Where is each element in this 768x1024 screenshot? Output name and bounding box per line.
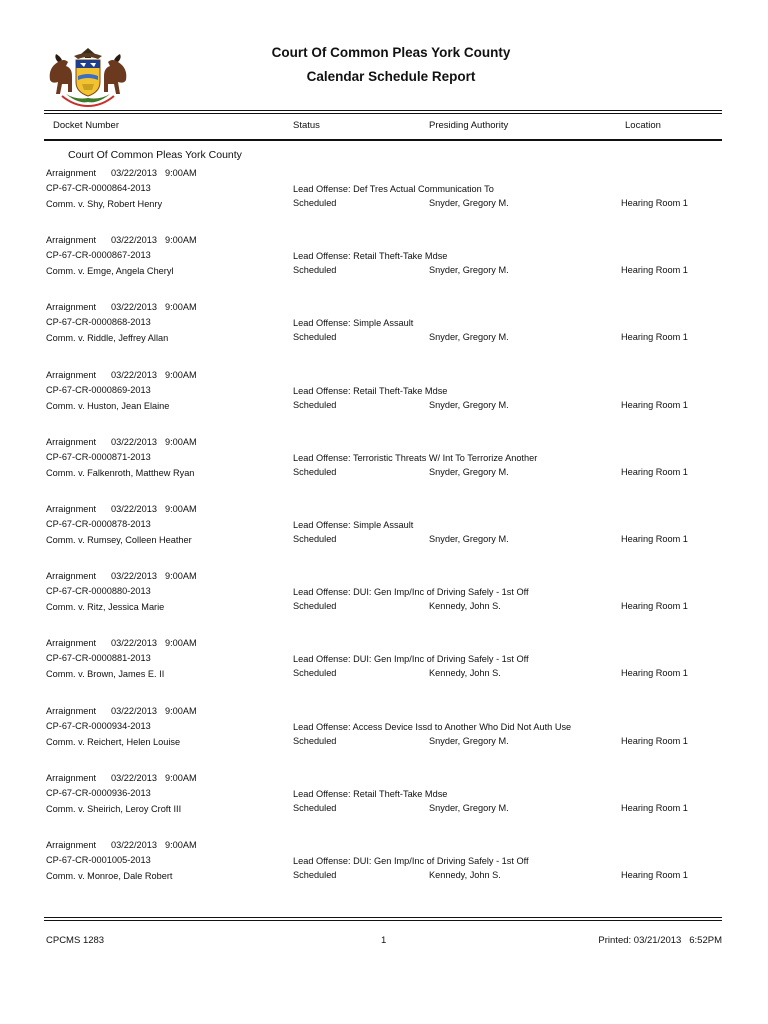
entry-location: Hearing Room 1: [621, 735, 688, 746]
column-header-location: Location: [625, 120, 661, 131]
entry-presiding-authority: Kennedy, John S.: [429, 601, 501, 612]
entry-case-caption: Comm. v. Rumsey, Colleen Heather: [46, 535, 192, 545]
entry-docket-number: CP-67-CR-0000881-2013: [46, 653, 151, 664]
report-subtitle: Calendar Schedule Report: [306, 69, 476, 84]
entry-case-caption: Comm. v. Ritz, Jessica Marie: [46, 602, 165, 613]
entry-case-caption: Comm. v. Falkenroth, Matthew Ryan: [46, 467, 195, 478]
section-title: Court Of Common Pleas York County: [68, 149, 242, 161]
entry-docket-number: CP-67-CR-0000871-2013: [46, 451, 151, 462]
entry-time: 9:00AM: [165, 168, 197, 178]
entry-presiding-authority: Kennedy, John S.: [429, 668, 501, 679]
header-rule-top-second: [44, 113, 722, 114]
column-header-docket-number: Docket Number: [53, 120, 119, 131]
schedule-entry: [0, 571, 768, 627]
entry-event-type: Arraignment: [46, 168, 97, 178]
entry-event-type: Arraignment: [46, 571, 97, 582]
entry-status: Scheduled: [293, 802, 337, 813]
entry-date: 03/22/2013: [111, 302, 157, 313]
entry-lead-offense: Lead Offense: Simple Assault: [293, 520, 414, 530]
entry-location: Hearing Room 1: [621, 668, 688, 679]
entry-presiding-authority: Snyder, Gregory M.: [429, 399, 509, 410]
schedule-entry: [0, 437, 768, 493]
entry-lead-offense: Lead Offense: Simple Assault: [293, 318, 414, 329]
entry-docket-number: CP-67-CR-0001005-2013: [46, 855, 151, 865]
entry-time: 9:00AM: [165, 571, 197, 582]
schedule-entry: [0, 504, 768, 560]
header-rule-top: [44, 110, 722, 111]
footer-rule: [44, 917, 722, 918]
entry-location: Hearing Room 1: [621, 466, 688, 477]
entry-presiding-authority: Snyder, Gregory M.: [429, 466, 509, 477]
entry-case-caption: Comm. v. Brown, James E. II: [46, 669, 165, 680]
entry-docket-number: CP-67-CR-0000868-2013: [46, 317, 151, 328]
entry-time: 9:00AM: [165, 840, 197, 850]
entry-time: 9:00AM: [165, 504, 197, 514]
entry-status: Scheduled: [293, 534, 337, 544]
entry-location: Hearing Room 1: [621, 870, 688, 880]
entry-status: Scheduled: [293, 735, 337, 746]
entry-date: 03/22/2013: [111, 235, 157, 246]
entry-docket-number: CP-67-CR-0000934-2013: [46, 720, 151, 731]
entry-case-caption: Comm. v. Reichert, Helen Louise: [46, 736, 181, 747]
printed-timestamp: Printed: 03/21/2013 6:52PM: [598, 935, 722, 946]
entry-date: 03/22/2013: [111, 436, 157, 447]
entry-status: Scheduled: [293, 466, 337, 477]
entry-presiding-authority: Snyder, Gregory M.: [429, 332, 509, 343]
entry-lead-offense: Lead Offense: Retail Theft-Take Mdse: [293, 788, 448, 799]
entry-time: 9:00AM: [165, 772, 197, 783]
entry-lead-offense: Lead Offense: Retail Theft-Take Mdse: [293, 385, 448, 396]
entry-location: Hearing Room 1: [621, 601, 688, 612]
entry-presiding-authority: Kennedy, John S.: [429, 870, 501, 880]
entry-event-type: Arraignment: [46, 772, 97, 783]
entry-status: Scheduled: [293, 198, 337, 208]
entry-time: 9:00AM: [165, 638, 197, 649]
entry-location: Hearing Room 1: [621, 265, 688, 276]
entry-docket-number: CP-67-CR-0000878-2013: [46, 519, 151, 529]
entry-date: 03/22/2013: [111, 705, 157, 716]
entry-date: 03/22/2013: [111, 504, 157, 514]
column-header-presiding-authority: Presiding Authority: [429, 120, 509, 131]
entry-status: Scheduled: [293, 668, 337, 679]
schedule-entry: [0, 370, 768, 426]
entry-presiding-authority: Snyder, Gregory M.: [429, 735, 509, 746]
footer-rule-second: [44, 920, 722, 921]
entry-location: Hearing Room 1: [621, 198, 688, 208]
entry-lead-offense: Lead Offense: Terroristic Threats W/ Int To Terrorize Another: [293, 452, 538, 463]
report-title: Court Of Common Pleas York County: [271, 45, 511, 60]
schedule-entry: [0, 168, 768, 224]
entry-status: Scheduled: [293, 399, 337, 410]
entry-date: 03/22/2013: [111, 369, 157, 380]
entry-status: Scheduled: [293, 601, 337, 612]
entry-case-caption: Comm. v. Sheirich, Leroy Croft III: [46, 803, 182, 814]
entry-case-caption: Comm. v. Shy, Robert Henry: [46, 199, 163, 209]
entry-event-type: Arraignment: [46, 235, 97, 246]
entry-event-type: Arraignment: [46, 638, 97, 649]
entry-docket-number: CP-67-CR-0000867-2013: [46, 250, 151, 261]
entry-date: 03/22/2013: [111, 840, 157, 850]
schedule-entry: [0, 302, 768, 358]
entry-lead-offense: Lead Offense: Access Device Issd to Another Who Did Not Auth Use: [293, 721, 572, 732]
page-number: 1: [381, 935, 387, 946]
entry-case-caption: Comm. v. Emge, Angela Cheryl: [46, 266, 174, 277]
entry-case-caption: Comm. v. Monroe, Dale Robert: [46, 871, 173, 881]
entry-presiding-authority: Snyder, Gregory M.: [429, 802, 509, 813]
column-header-rule: [44, 139, 722, 141]
entry-date: 03/22/2013: [111, 772, 157, 783]
entry-time: 9:00AM: [165, 302, 197, 313]
entry-date: 03/22/2013: [111, 571, 157, 582]
entry-time: 9:00AM: [165, 369, 197, 380]
entry-time: 9:00AM: [165, 705, 197, 716]
entry-time: 9:00AM: [165, 436, 197, 447]
column-header-status: Status: [293, 120, 320, 131]
entry-date: 03/22/2013: [111, 638, 157, 649]
entry-event-type: Arraignment: [46, 302, 97, 313]
entry-presiding-authority: Snyder, Gregory M.: [429, 198, 509, 208]
entry-docket-number: CP-67-CR-0000936-2013: [46, 787, 151, 798]
entry-lead-offense: Lead Offense: DUI: Gen Imp/Inc of Driving Safely - 1st Off: [293, 856, 529, 866]
entry-time: 9:00AM: [165, 235, 197, 246]
entry-location: Hearing Room 1: [621, 534, 688, 544]
entry-docket-number: CP-67-CR-0000864-2013: [46, 183, 151, 193]
entry-presiding-authority: Snyder, Gregory M.: [429, 534, 509, 544]
entry-event-type: Arraignment: [46, 436, 97, 447]
schedule-entry: [0, 773, 768, 829]
schedule-entry: [0, 840, 768, 896]
schedule-entry: [0, 638, 768, 694]
schedule-entry: [0, 706, 768, 762]
entry-docket-number: CP-67-CR-0000880-2013: [46, 586, 151, 597]
entry-location: Hearing Room 1: [621, 399, 688, 410]
entry-case-caption: Comm. v. Riddle, Jeffrey Allan: [46, 333, 169, 344]
entry-event-type: Arraignment: [46, 369, 97, 380]
entry-status: Scheduled: [293, 332, 337, 343]
entry-event-type: Arraignment: [46, 705, 97, 716]
entry-event-type: Arraignment: [46, 504, 97, 514]
entry-event-type: Arraignment: [46, 840, 97, 850]
entry-lead-offense: Lead Offense: DUI: Gen Imp/Inc of Driving Safely - 1st Off: [293, 587, 529, 598]
entry-case-caption: Comm. v. Huston, Jean Elaine: [46, 400, 170, 411]
entry-docket-number: CP-67-CR-0000869-2013: [46, 384, 151, 395]
entry-lead-offense: Lead Offense: DUI: Gen Imp/Inc of Driving Safely - 1st Off: [293, 654, 529, 665]
entry-date: 03/22/2013: [111, 168, 157, 178]
entry-location: Hearing Room 1: [621, 332, 688, 343]
entry-status: Scheduled: [293, 870, 337, 880]
form-id: CPCMS 1283: [46, 935, 105, 946]
entry-location: Hearing Room 1: [621, 802, 688, 813]
entry-lead-offense: Lead Offense: Retail Theft-Take Mdse: [293, 251, 448, 262]
entry-status: Scheduled: [293, 265, 337, 276]
entry-lead-offense: Lead Offense: Def Tres Actual Communication To: [293, 184, 494, 194]
entry-presiding-authority: Snyder, Gregory M.: [429, 265, 509, 276]
schedule-entry: [0, 235, 768, 291]
